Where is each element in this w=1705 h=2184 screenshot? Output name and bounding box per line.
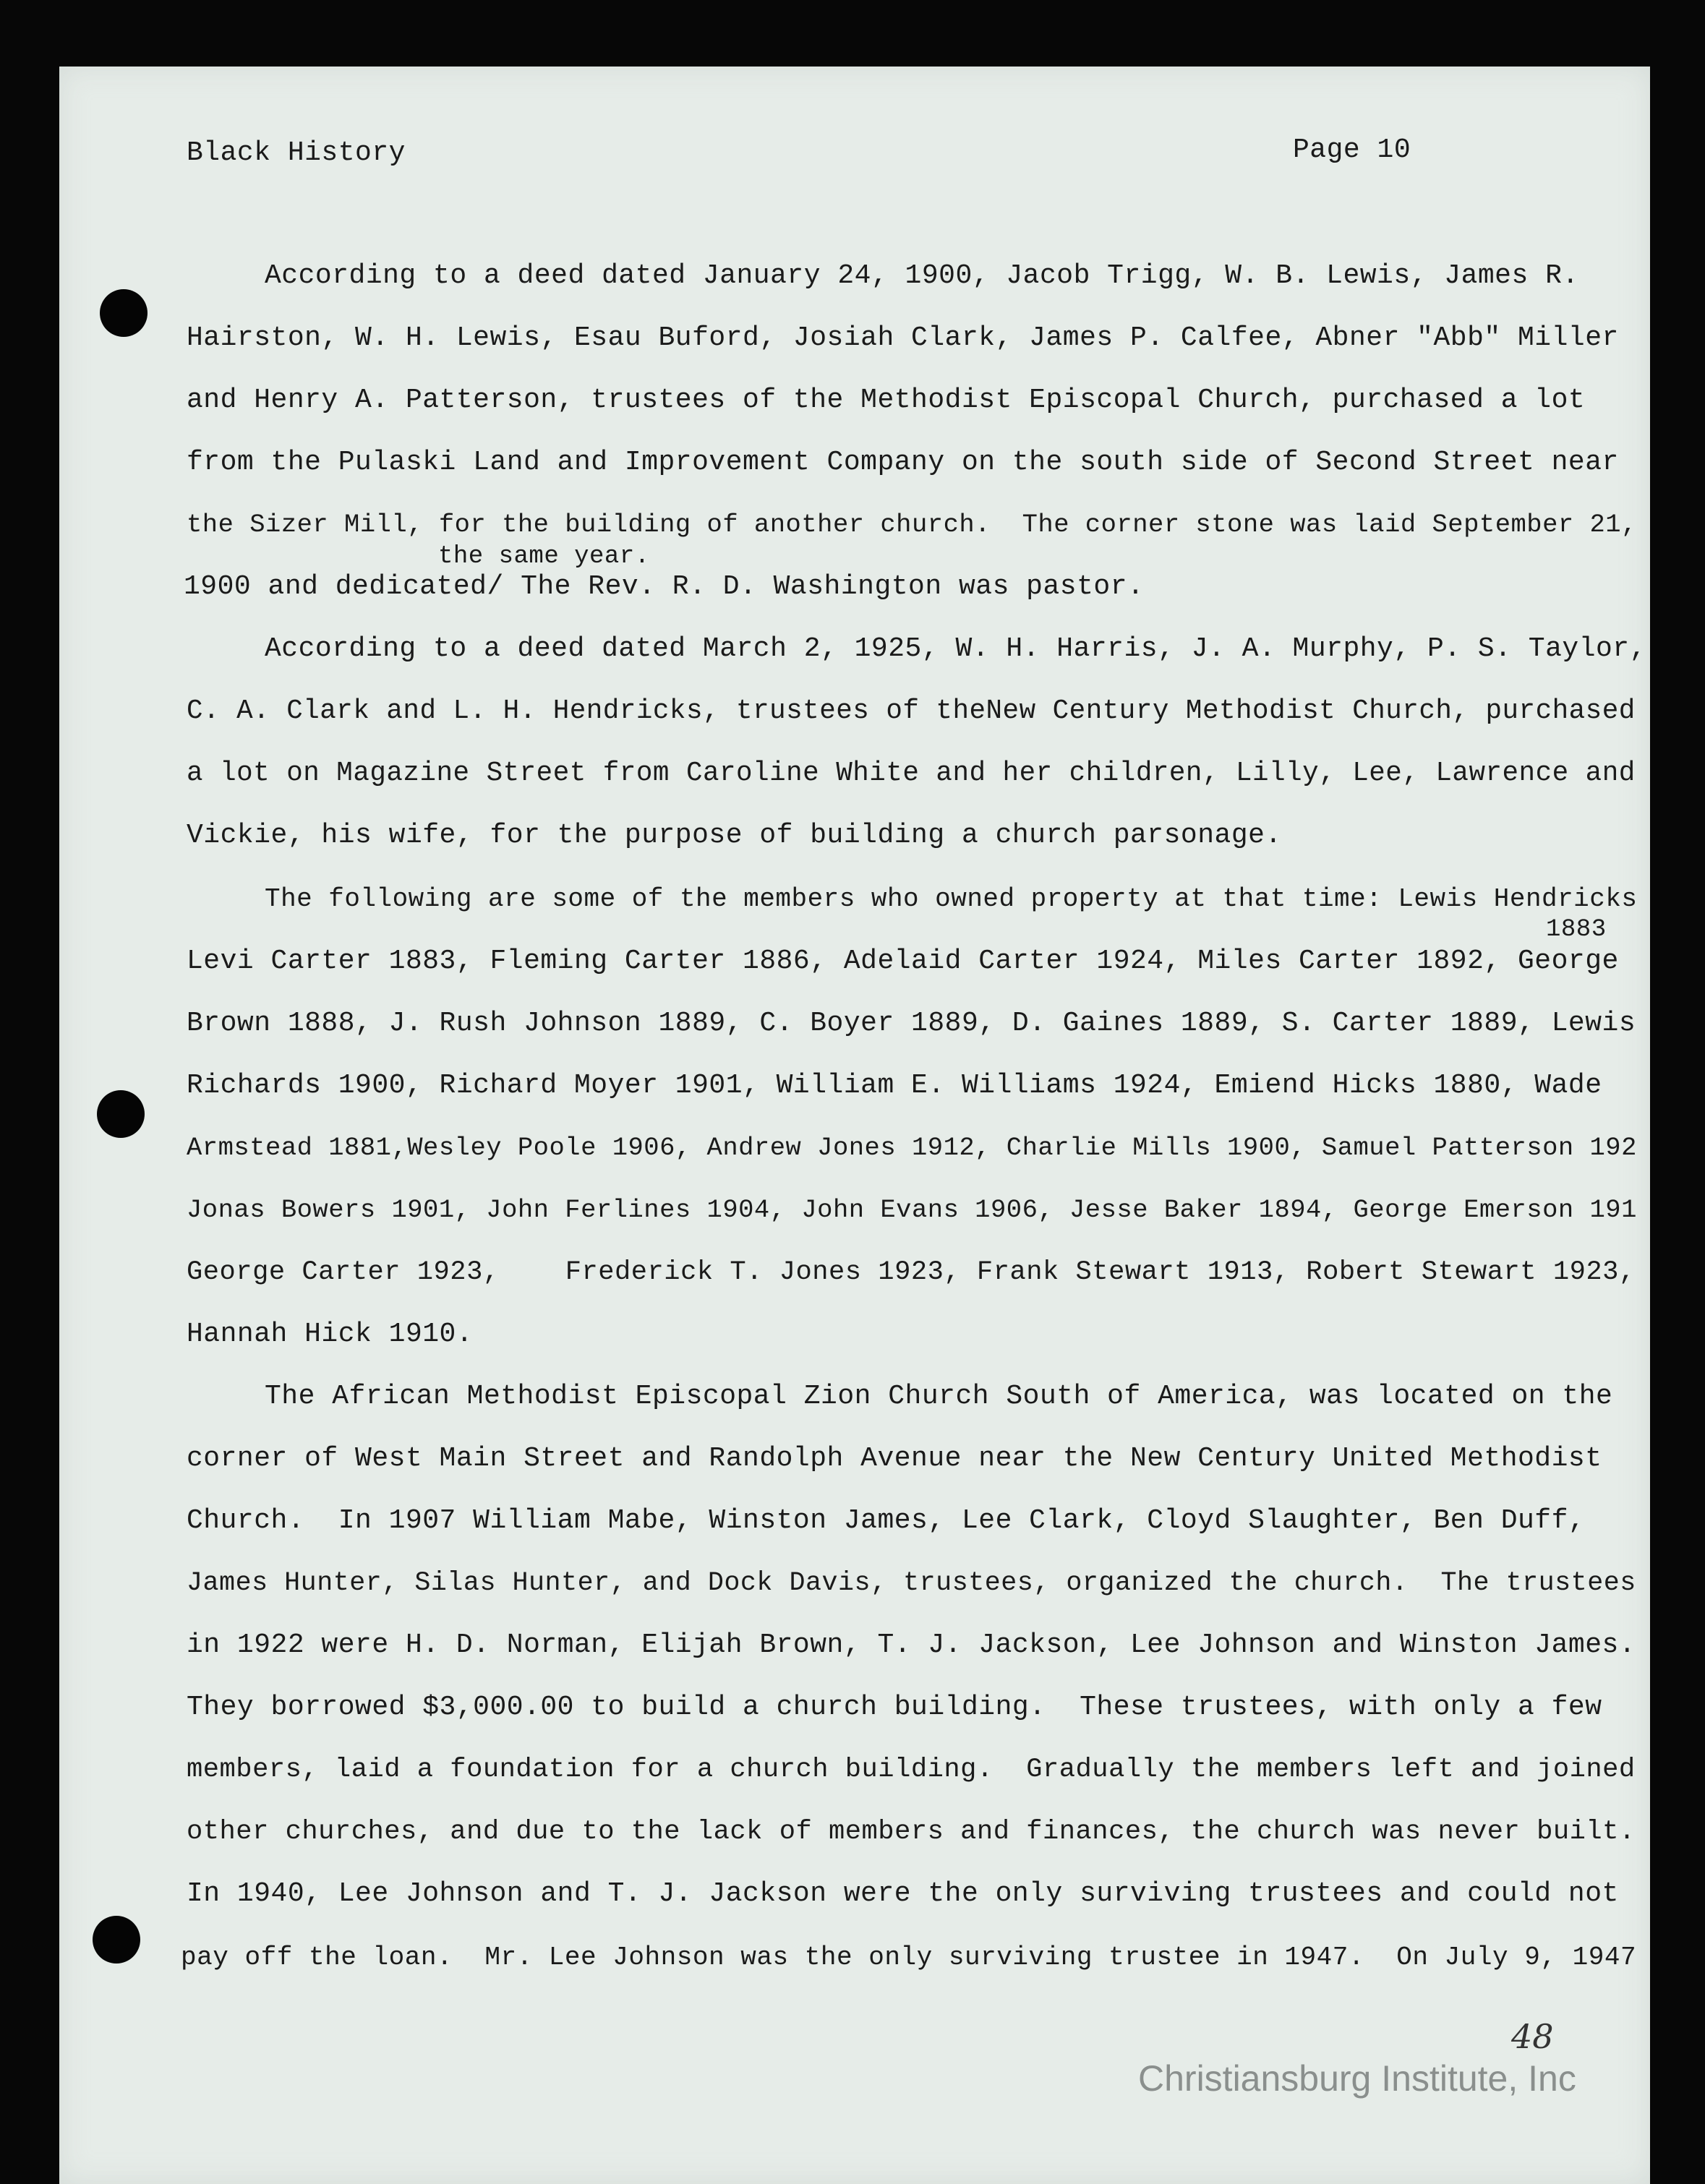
punch-hole-top	[100, 289, 148, 337]
text-line-5: the Sizer Mill, for the building of another church. The corner stone was laid September 21,	[187, 510, 1637, 539]
punch-hole-middle	[97, 1090, 145, 1138]
text-line-26: other churches, and due to the lack of members and finances, the church was never built.	[187, 1817, 1636, 1847]
text-line-3: and Henry A. Patterson, trustees of the Methodist Episcopal Church, purchased a lot	[187, 385, 1586, 416]
inserted-1883: 1883	[1546, 916, 1607, 943]
text-line-20: corner of West Main Street and Randolph Avenue near the New Century United Methodist	[187, 1443, 1602, 1474]
text-line-16: Jonas Bowers 1901, John Ferlines 1904, John Evans 1906, Jesse Baker 1894, George Emerson 191	[187, 1195, 1637, 1225]
text-line-2: Hairston, W. H. Lewis, Esau Buford, Josiah Clark, James P. Calfee, Abner "Abb" Miller	[187, 322, 1619, 354]
text-line-19: The African Methodist Episcopal Zion Church South of America, was located on the	[265, 1381, 1613, 1412]
header-title: Black History	[187, 137, 406, 168]
watermark: Christiansburg Institute, Inc	[1138, 2058, 1576, 2099]
text-line-8: C. A. Clark and L. H. Hendricks, trustees of theNew Century Methodist Church, purchased	[187, 696, 1636, 727]
text-line-27: In 1940, Lee Johnson and T. J. Jackson were the only surviving trustees and could not	[187, 1878, 1619, 1909]
text-line-12: Levi Carter 1883, Fleming Carter 1886, Adelaid Carter 1924, Miles Carter 1892, George	[187, 946, 1619, 977]
text-line-4: from the Pulaski Land and Improvement Company on the south side of Second Street near	[187, 447, 1619, 478]
text-line-28: pay off the loan. Mr. Lee Johnson was the only surviving trustee in 1947. On July 9, 1947	[181, 1943, 1637, 1972]
inserted-the-same-year: the same year.	[438, 543, 650, 570]
text-line-22: James Hunter, Silas Hunter, and Dock Davis, trustees, organized the church. The trustees	[187, 1568, 1636, 1598]
punch-hole-bottom	[93, 1916, 140, 1964]
text-line-13: Brown 1888, J. Rush Johnson 1889, C. Boyer 1889, D. Gaines 1889, S. Carter 1889, Lewis	[187, 1008, 1636, 1039]
text-line-10: Vickie, his wife, for the purpose of building a church parsonage.	[187, 820, 1282, 851]
text-line-11: The following are some of the members who owned property at that time: Lewis Hendricks	[265, 884, 1638, 914]
text-line-6: 1900 and dedicated/ The Rev. R. D. Washington was pastor.	[184, 571, 1145, 602]
text-line-7: According to a deed dated March 2, 1925, W. H. Harris, J. A. Murphy, P. S. Taylor,	[265, 633, 1646, 664]
text-line-14: Richards 1900, Richard Moyer 1901, William E. Williams 1924, Emiend Hicks 1880, Wade	[187, 1070, 1602, 1101]
text-line-24: They borrowed $3,000.00 to build a church building. These trustees, with only a few	[187, 1692, 1602, 1723]
header-page-number: Page 10	[1293, 134, 1411, 166]
text-line-1: According to a deed dated January 24, 1900, Jacob Trigg, W. B. Lewis, James R.	[265, 260, 1579, 291]
text-line-23: in 1922 were H. D. Norman, Elijah Brown, T. J. Jackson, Lee Johnson and Winston James.	[187, 1630, 1636, 1661]
text-line-21: Church. In 1907 William Mabe, Winston James, Lee Clark, Cloyd Slaughter, Ben Duff,	[187, 1505, 1586, 1536]
text-line-25: members, laid a foundation for a church building. Gradually the members left and joined	[187, 1755, 1636, 1785]
text-line-18: Hannah Hick 1910.	[187, 1319, 474, 1350]
text-line-17: George Carter 1923, Frederick T. Jones 1923, Frank Stewart 1913, Robert Stewart 1923,	[187, 1257, 1636, 1288]
text-line-9: a lot on Magazine Street from Caroline White and her children, Lilly, Lee, Lawrence and	[187, 758, 1636, 789]
text-line-15: Armstead 1881,Wesley Poole 1906, Andrew Jones 1912, Charlie Mills 1900, Samuel Patterson 192	[187, 1133, 1637, 1162]
handwritten-page-number: 48	[1511, 2017, 1554, 2056]
